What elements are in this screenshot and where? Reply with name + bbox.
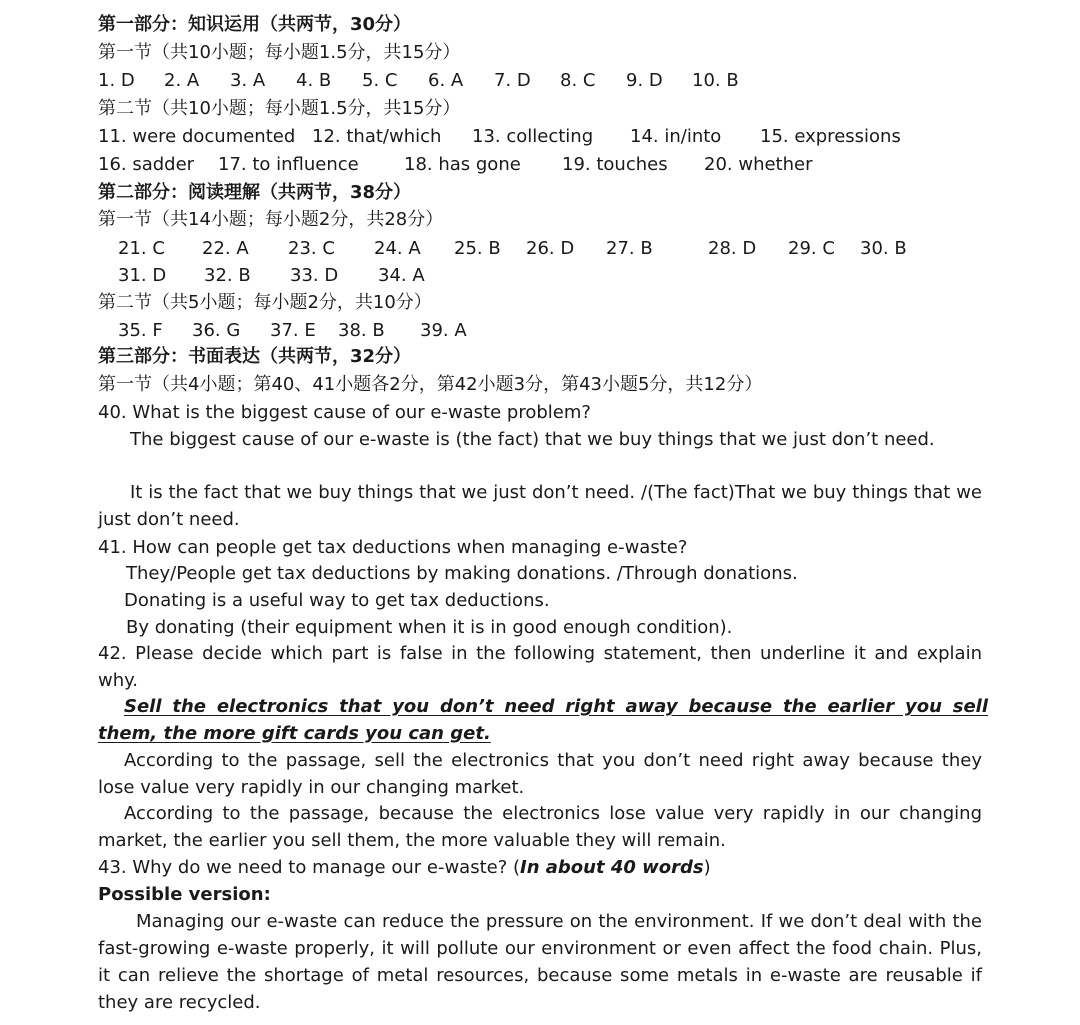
answer-item: 8. C [560,70,596,91]
q43-question-line [98,855,711,881]
q43-word-limit: In about 40 words [520,857,704,878]
answer-item: 11. were documented [98,126,296,147]
answer-item: 27. B [606,238,653,259]
part3-section1-title: 第一节（共4小题；第40、41小题各2分，第42小题3分，第43小题5分，共12分） [98,374,763,395]
answer-item: 13. collecting [472,126,594,147]
q43-question: 43. Why do we need to manage our e-waste? ( [98,857,520,878]
part2-section2-row1 [118,318,518,344]
answer-item: 3. A [230,70,266,91]
q42-answer-2: According to the passage, because the electronics lose value very rapidly in our changing market, the earlier you sell them, the more valuable they will remain. [98,803,982,851]
answer-item: 10. B [692,70,739,91]
answer-item: 17. to influence [218,154,359,175]
answer-item: 6. A [428,70,464,91]
part2-title: 第二部分：阅读理解（共两节，38分） [98,182,412,203]
answer-item: 35. F [118,320,163,341]
answer-item: 31. D [118,265,167,286]
part1-section2-row2 [98,152,958,178]
q40-answer-1: The biggest cause of our e-waste is (the fact) that we buy things that we just don’t need. [130,429,935,450]
answer-item: 15. expressions [760,126,901,147]
answer-item: 30. B [860,238,907,259]
part3-title: 第三部分：书面表达（共两节，32分） [98,346,412,367]
answer-item: 2. A [164,70,200,91]
answer-item: 38. B [338,320,385,341]
answer-item: 26. D [526,238,575,259]
answer-item: 28. D [708,238,757,259]
part1-section2-row1 [98,124,958,150]
answer-item: 23. C [288,238,335,259]
q42-answer-1: According to the passage, sell the electronics that you don’t need right away because they lose value very rapidly in our changing market. [98,750,982,798]
answer-item: 25. B [454,238,501,259]
answer-item: 36. G [192,320,241,341]
answer-item: 12. that/which [312,126,442,147]
q43-possible-version-label: Possible version: [98,884,271,905]
answer-item: 29. C [788,238,835,259]
part2-section1-row1 [118,236,938,262]
answer-item: 33. D [290,265,339,286]
answer-item: 9. D [626,70,663,91]
q41-answer-1: They/People get tax deductions by making donations. /Through donations. [126,563,798,584]
part2-section1-title: 第一节（共14小题；每小题2分，共28分） [98,209,444,230]
q42-statement: Sell the electronics that you don’t need right away because the earlier you sell them, the more gift cards you can get. [98,696,988,744]
part1-section1-answers [98,68,798,94]
answer-item: 21. C [118,238,165,259]
answer-item: 19. touches [562,154,668,175]
answer-item: 14. in/into [630,126,722,147]
answer-item: 7. D [494,70,531,91]
answer-item: 22. A [202,238,249,259]
answer-item: 37. E [270,320,316,341]
q42-question: 42. Please decide which part is false in the following statement, then underline it and explain why. [98,643,982,691]
answer-item: 34. A [378,265,425,286]
part2-section2-title: 第二节（共5小题；每小题2分，共10分） [98,292,432,313]
part1-section1-title: 第一节（共10小题；每小题1.5分，共15分） [98,42,461,63]
q41-question: 41. How can people get tax deductions when managing e-waste? [98,537,688,558]
q43-answer: Managing our e-waste can reduce the pressure on the environment. If we don’t deal with the fast-growing e-waste properly, it will pollute our environment or even affect the food chain. Plus, it can relieve the shortage of metal resources, because some metals in e-waste are reusable if they are recycled. [98,911,982,1013]
q40-question: 40. What is the biggest cause of our e-waste problem? [98,402,591,423]
answer-item: 4. B [296,70,332,91]
part1-section2-title: 第二节（共10小题；每小题1.5分，共15分） [98,98,461,119]
q43-question-close: ) [703,857,711,878]
answer-item: 20. whether [704,154,813,175]
q41-answer-3: By donating (their equipment when it is in good enough condition). [126,617,733,638]
answer-item: 32. B [204,265,251,286]
answer-item: 5. C [362,70,398,91]
part2-section1-row2 [118,263,518,289]
answer-item: 39. A [420,320,467,341]
answer-item: 16. sadder [98,154,195,175]
q41-answer-2: Donating is a useful way to get tax deductions. [124,590,550,611]
part1-title: 第一部分：知识运用（共两节，30分） [98,14,412,35]
answer-item: 24. A [374,238,421,259]
answer-item: 1. D [98,70,135,91]
answer-item: 18. has gone [404,154,521,175]
q40-answer-2: It is the fact that we buy things that we just don’t need. /(The fact)That we buy things that we just don’t need. [98,482,982,530]
